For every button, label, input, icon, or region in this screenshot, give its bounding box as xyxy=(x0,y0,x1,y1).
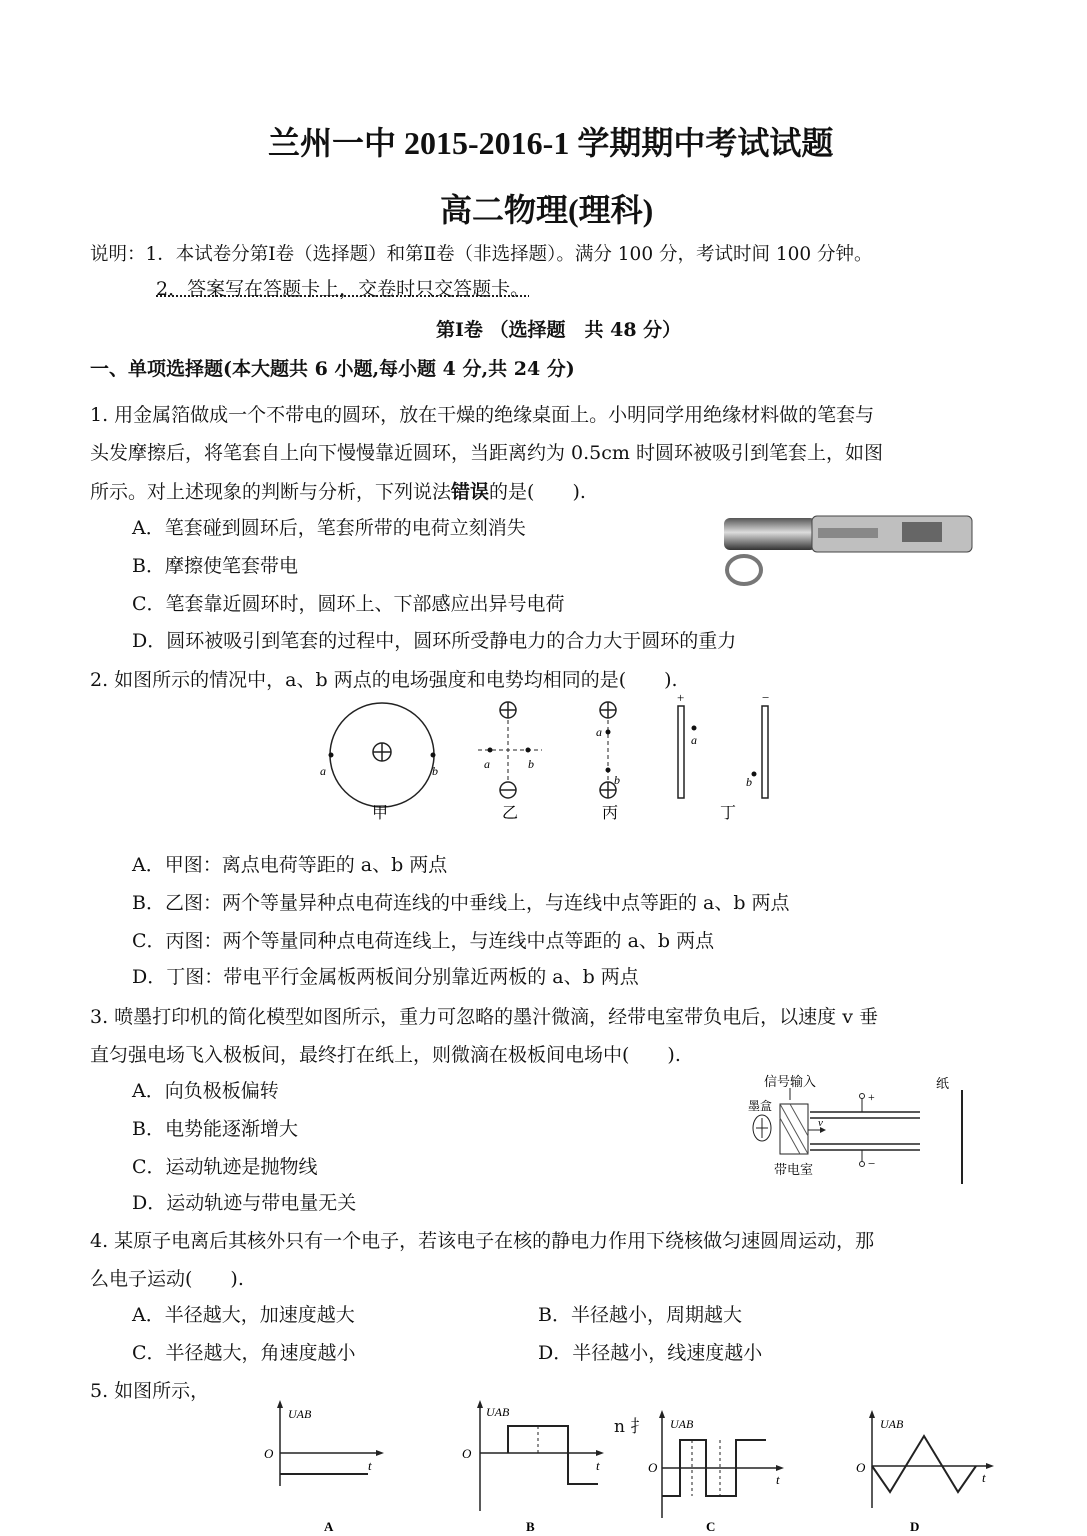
q2-figures xyxy=(310,690,790,830)
fig-jia xyxy=(320,703,438,822)
fig-ding xyxy=(677,690,769,822)
q3-line-2: 直匀强电场飞入极板间，最终打在纸上，则微滴在极板间电场中( ). xyxy=(90,1044,681,1066)
svg-text:b: b xyxy=(614,773,620,787)
svg-text:C: C xyxy=(706,1519,716,1534)
exam-subtitle: 高二物理(理科) xyxy=(440,192,654,228)
q1-line-1: 1. 用金属箔做成一个不带电的圆环，放在干燥的绝缘桌面上。小明同学用绝缘材料做的笔套与 xyxy=(90,404,875,426)
graph-a xyxy=(264,1400,384,1534)
fig-label-jia: 甲 xyxy=(372,805,389,822)
svg-text:信号输入: 信号输入 xyxy=(764,1074,817,1089)
q4-line-2: 么电子运动( ). xyxy=(90,1268,244,1290)
q4-option-b: B．半径越小，周期越大 xyxy=(538,1304,742,1326)
q2-option-b: B．乙图：两个等量异种点电荷连线的中垂线上，与连线中点等距的 a、b 两点 xyxy=(132,892,790,914)
q2-option-c: C．丙图：两个等量同种点电荷连线上，与连线中点等距的 a、b 两点 xyxy=(132,930,715,952)
inkjet-printer-diagram xyxy=(740,1070,970,1186)
q3-line-1: 3. 喷墨打印机的简化模型如图所示，重力可忽略的墨汁微滴，经带电室带负电后，以速度 v 垂 xyxy=(90,1006,878,1028)
q1-emphasis: 错误 xyxy=(451,481,490,503)
svg-text:+: + xyxy=(677,690,685,705)
q2-option-d: D．丁图：带电平行金属板两板间分别靠近两板的 a、b 两点 xyxy=(132,966,639,988)
q1-line-3: 所示。对上述现象的判断与分析，下列说法错误的是( ). xyxy=(90,481,586,503)
q1-option-c: C．笔套靠近圆环时，圆环上、下部感应出异号电荷 xyxy=(132,593,565,615)
svg-text:a: a xyxy=(320,764,326,778)
svg-text:UAB: UAB xyxy=(288,1407,312,1421)
q4-line-1: 4. 某原子电离后其核外只有一个电子，若该电子在核的静电力作用下绕核做匀速圆周运动，那 xyxy=(90,1230,875,1252)
svg-text:D: D xyxy=(910,1519,920,1534)
svg-text:t: t xyxy=(982,1470,986,1485)
q1-line-2: 头发摩擦后，将笔套自上向下慢慢靠近圆环，当距离约为 0.5cm 时圆环被吸引到笔套上，如图 xyxy=(90,442,883,464)
svg-text:t: t xyxy=(596,1458,600,1473)
graph-d xyxy=(856,1410,994,1534)
q3-option-b: B．电势能逐渐增大 xyxy=(132,1118,298,1140)
q5-stray-mark: n 扌 xyxy=(614,1417,648,1437)
q3-option-a: A．向负极板偏转 xyxy=(132,1080,279,1102)
q2-option-a: A．甲图：离点电荷等距的 a、b 两点 xyxy=(132,854,448,876)
graph-c xyxy=(648,1410,784,1534)
svg-text:+: + xyxy=(868,1090,875,1104)
q3-option-d: D．运动轨迹与带电量无关 xyxy=(132,1192,357,1214)
q1-option-d: D．圆环被吸引到笔套的过程中，圆环所受静电力的合力大于圆环的重力 xyxy=(132,630,737,652)
fig-label-yi: 乙 xyxy=(502,805,519,822)
fig-yi xyxy=(478,702,542,822)
q4-option-c: C．半径越大，角速度越小 xyxy=(132,1342,356,1364)
svg-text:UAB: UAB xyxy=(670,1417,694,1431)
svg-text:t: t xyxy=(368,1458,372,1473)
exam-title: 兰州一中 2015-2016-1 学期期中考试试题 xyxy=(268,125,834,161)
svg-text:O: O xyxy=(648,1460,658,1475)
svg-text:A: A xyxy=(324,1519,334,1534)
svg-text:v: v xyxy=(818,1117,823,1129)
q1-option-b: B．摩擦使笔套带电 xyxy=(132,555,298,577)
svg-text:b: b xyxy=(746,775,752,789)
q5-stem: 5. 如图所示， xyxy=(90,1380,210,1402)
fig-label-ding: 丁 xyxy=(720,805,737,822)
svg-text:纸: 纸 xyxy=(936,1076,950,1091)
section1-heading: 一、单项选择题(本大题共 6 小题,每小题 4 分,共 24 分) xyxy=(90,358,575,380)
q5-voltage-graphs xyxy=(250,1396,1010,1536)
svg-text:b: b xyxy=(528,757,534,771)
svg-text:O: O xyxy=(462,1446,472,1461)
svg-text:t: t xyxy=(776,1472,780,1487)
svg-text:带电室: 带电室 xyxy=(774,1162,814,1177)
fig-bing xyxy=(596,702,620,822)
svg-text:a: a xyxy=(691,733,697,747)
q4-option-a: A．半径越大，加速度越大 xyxy=(132,1304,355,1326)
part1-heading: 第Ⅰ卷 （选择题 共 48 分） xyxy=(436,319,682,341)
svg-text:a: a xyxy=(484,757,490,771)
q1-option-a: A．笔套碰到圆环后，笔套所带的电荷立刻消失 xyxy=(132,517,526,539)
q2-stem: 2. 如图所示的情况中，a、b 两点的电场强度和电势均相同的是( ). xyxy=(90,669,678,691)
svg-text:墨盒: 墨盒 xyxy=(748,1099,773,1113)
svg-text:−: − xyxy=(868,1156,876,1171)
svg-text:O: O xyxy=(856,1460,866,1475)
graph-b xyxy=(462,1400,604,1534)
svg-text:−: − xyxy=(762,690,770,705)
q4-option-d: D．半径越小，线速度越小 xyxy=(538,1342,763,1364)
fig-label-bing: 丙 xyxy=(602,805,619,822)
svg-text:b: b xyxy=(432,764,438,778)
svg-text:UAB: UAB xyxy=(486,1405,510,1419)
pen-and-ring-photo xyxy=(722,512,980,592)
svg-text:B: B xyxy=(526,1519,535,1534)
q3-option-c: C．运动轨迹是抛物线 xyxy=(132,1156,318,1178)
notes-line-2: 2．答案写在答题卡上，交卷时只交答题卡。 xyxy=(156,278,530,300)
notes-line-1: 说明：1．本试卷分第Ⅰ卷（选择题）和第Ⅱ卷（非选择题）。满分 100 分，考试时间 100 分钟。 xyxy=(90,244,873,265)
svg-text:O: O xyxy=(264,1446,274,1461)
svg-text:UAB: UAB xyxy=(880,1417,904,1431)
svg-text:a: a xyxy=(596,725,602,739)
